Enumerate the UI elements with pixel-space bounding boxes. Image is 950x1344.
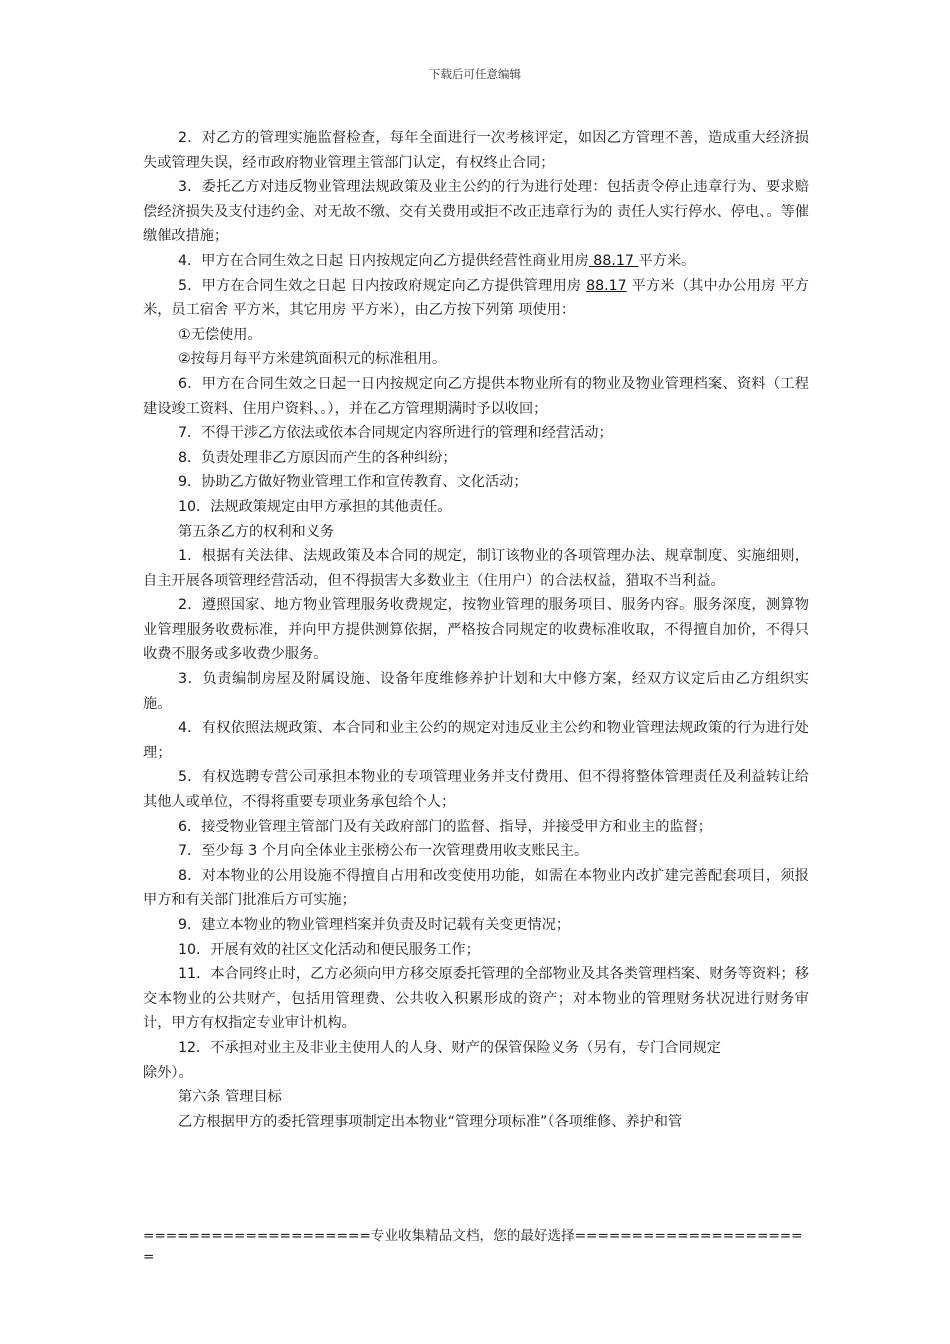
clause-paragraph: 1．根据有关法律、法规政策及本合同的规定，制订该物业的各项管理办法、规章制度、实施细则，自主开展各项管理经营活动，但不得损害大多数业主（住用户）的合法权益，猎取不当利益。: [143, 548, 809, 589]
clause-paragraph: 8．对本物业的公用设施不得擅自占用和改变使用功能，如需在本物业内改扩建完善配套项目，须报甲方和有关部门批准后方可实施；: [143, 867, 809, 909]
option-item: ②按每月每平方米建筑面积元的标准租用。: [178, 351, 447, 368]
clause-paragraph: 2．遵照国家、地方物业管理服务收费规定，按物业管理的服务项目、服务内容。服务深度，测算物业管理服务收费标准，并向甲方提供测算依据，严格按合同规定的收费标准收取，不得擅自加价，不得只收费不服务或多收费少服务。: [143, 597, 809, 663]
clause-paragraph: 6．甲方在合同生效之日起一日内按规定向乙方提供本物业所有的物业及物业管理档案、资料（工程建设竣工资料、住用户资料、。），并在乙方管理期满时予以收回；: [143, 375, 809, 417]
clause-paragraph: 10．法规政策规定由甲方承担的其他责任。: [178, 498, 452, 515]
clause-continuation: 除外）。: [143, 1064, 193, 1081]
page-footer: ====================专业收集精品文档，您的最好选择=====================: [143, 1228, 803, 1265]
area-value: 88.17: [588, 252, 639, 269]
clause-paragraph: 12．不承担对业主及非业主使用人的人身、财产的保管保险义务（另有，专门合同规定: [178, 1039, 721, 1056]
article-heading: 第五条乙方的权利和义务: [178, 523, 335, 540]
clause-paragraph: 6．接受物业管理主管部门及有关政府部门的监督、指导，并接受甲方和业主的监督；: [178, 818, 712, 835]
clause-paragraph: 7．至少每 3 个月向全体业主张榜公布一次管理费用收支账民主。: [178, 843, 589, 860]
clause-paragraph: 5．有权选聘专营公司承担本物业的专项管理业务并支付费用、但不得将整体管理责任及利益转让给其他人或单位，不得将重要专项业务承包给个人；: [143, 769, 809, 811]
clause-paragraph: 9．建立本物业的物业管理档案并负责及时记载有关变更情况；: [178, 917, 571, 933]
clause-paragraph: 4．有权依照法规政策、本合同和业主公约的规定对违反业主公约和物业管理法规政策的行为进行处理；: [143, 720, 809, 761]
clause-paragraph: 2．对乙方的管理实施监督检查，每年全面进行一次考核评定，如因乙方管理不善，造成重大经济损失或管理失误，经市政府物业管理主管部门认定，有权终止合同；: [143, 130, 809, 171]
clause-text: 5．甲方在合同生效之日起 日内按政府规定向乙方提供管理用房: [178, 277, 587, 294]
clause-paragraph: 7．不得干涉乙方依法或依本合同规定内容所进行的管理和经营活动；: [178, 425, 613, 442]
clause-paragraph: 乙方根据甲方的委托管理事项制定出本物业“管理分项标准”（各项维修、养护和管: [178, 1113, 683, 1130]
clause-paragraph: [143, 274, 809, 323]
clause-paragraph: 10．开展有效的社区文化活动和便民服务工作；: [178, 941, 480, 958]
clause-paragraph: 11．本合同终止时，乙方必须向甲方移交原委托管理的全部物业及其各类管理档案、财务等资料；移交本物业的公共财产，包括用管理费、公共收入积累形成的资产；对本物业的管理财务状况进行财务审计，甲方有权指定专业审计机构。: [143, 966, 809, 1032]
article-heading: 第六条 管理目标: [178, 1089, 282, 1106]
clause-paragraph: 9．协助乙方做好物业管理工作和宣传教育、文化活动；: [178, 474, 528, 491]
option-item: ①无偿使用。: [178, 326, 262, 343]
clause-text: 平方米。: [638, 252, 696, 269]
clause-paragraph: 3．负责编制房屋及附属设施、设备年度维修养护计划和大中修方案，经双方议定后由乙方组织实施。: [143, 671, 809, 712]
clause-paragraph: 3．委托乙方对违反物业管理法规政策及业主公约的行为进行处理：包括责令停止违章行为、要求赔偿经济损失及支付违约金、对无故不缴、交有关费用或拒不改正违章行为的 责任人实行停水、停电、。等催缴催改措施；: [143, 179, 809, 245]
clause-paragraph: [143, 249, 809, 274]
document-body: [143, 126, 809, 1134]
clause-paragraph: 8．负责处理非乙方原因而产生的各种纠纷；: [178, 449, 457, 466]
clause-text: 4．甲方在合同生效之日起 日内按规定向乙方提供经营性商业用房: [178, 252, 589, 269]
clause-text: 平方米（其中办公用房 平方米，员工宿舍 平方米，其它用房 平方米），由乙方按下列第 项使用：: [143, 277, 809, 319]
area-value: 88.17: [586, 277, 627, 294]
page-header: 下载后可任意编辑: [429, 67, 521, 81]
